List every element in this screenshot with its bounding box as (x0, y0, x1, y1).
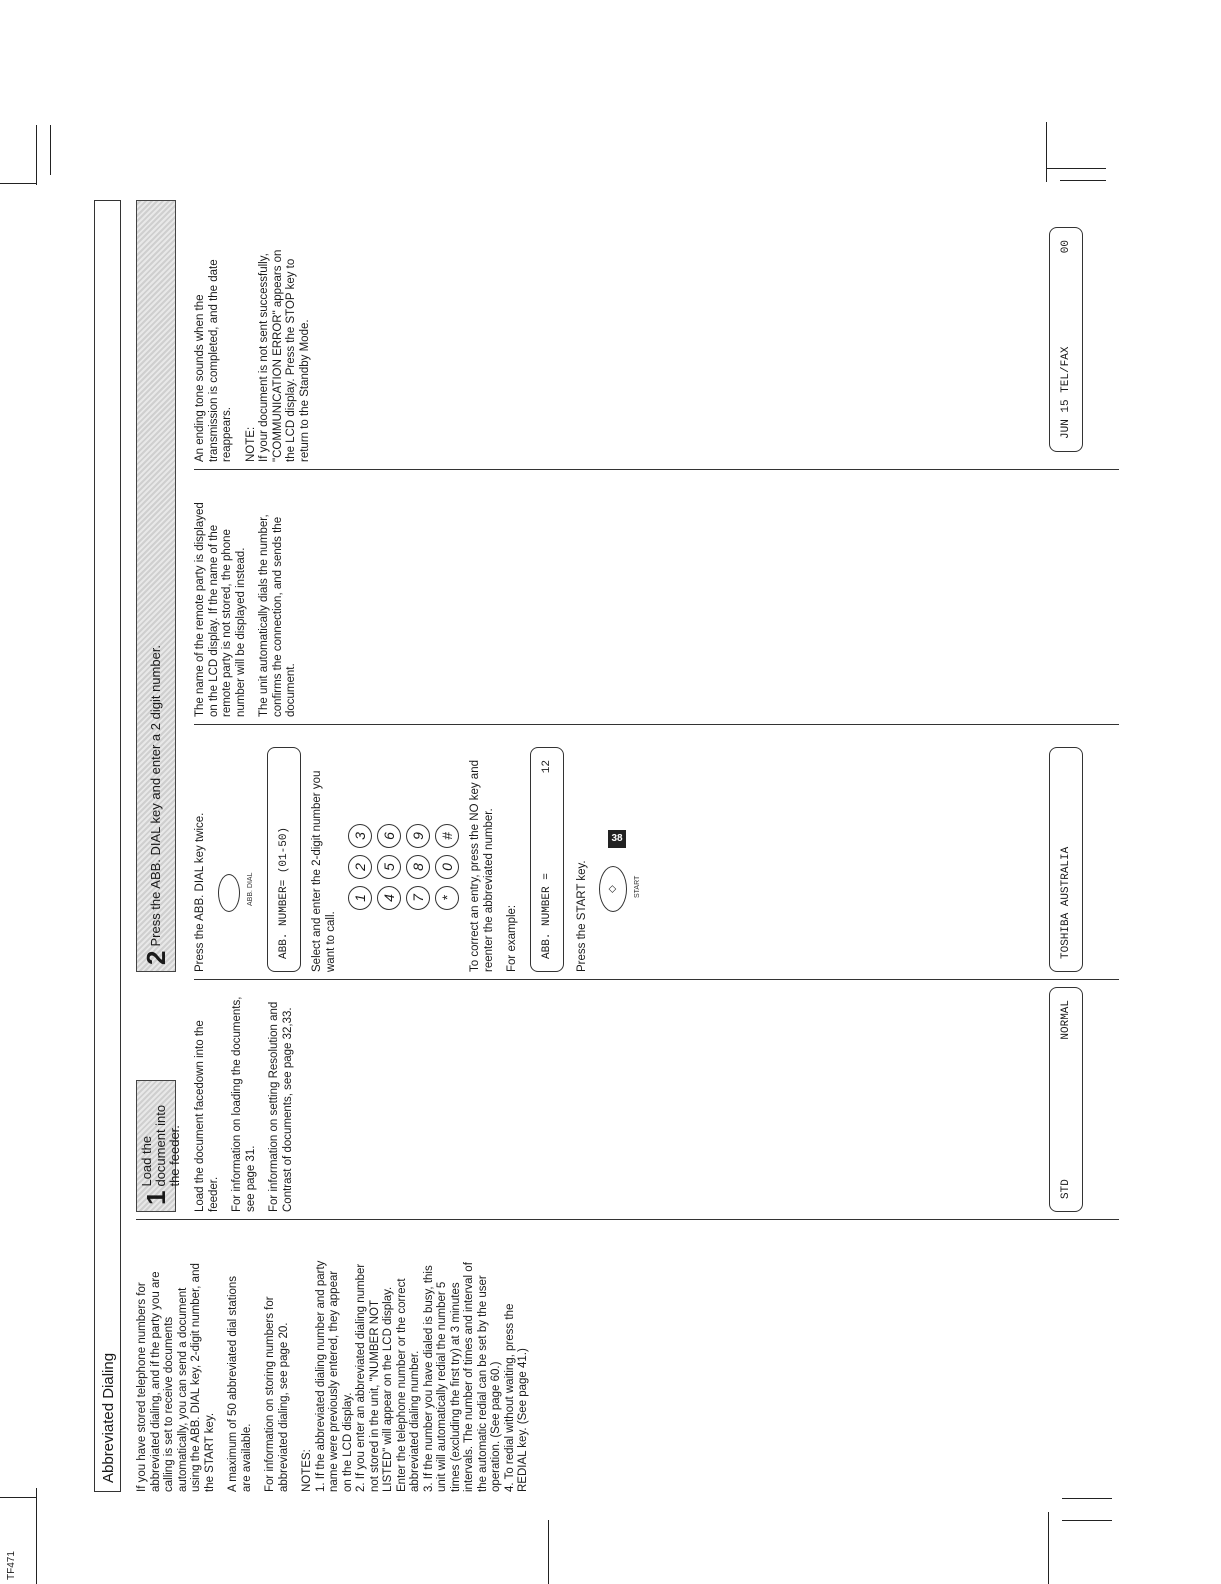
step-2-text: For example: (506, 904, 518, 972)
key-4: 4 (377, 886, 401, 910)
lcd-left: ABB. NUMBER= (01-50) (278, 826, 290, 959)
lcd-display (267, 747, 301, 972)
column-divider (194, 724, 1119, 725)
step-1-text: Load the document facedown into the feeder. (194, 1020, 220, 1212)
note-item: 1. If the abbreviated dialing number and party name were previously entered, they appear on the LCD display. (314, 1260, 354, 1492)
key-9: 9 (406, 824, 430, 848)
step-title: Load the document into the feeder. (139, 1104, 182, 1187)
crop-mark (0, 1497, 36, 1498)
step-2-text: To correct an entry, press the NO key and reenter the abbreviated number. (469, 760, 495, 972)
keypad (348, 747, 459, 910)
lcd-right: NORMAL (1060, 1000, 1072, 1040)
key-8: 8 (406, 855, 430, 879)
step-1-text: For information on loading the documents, see page 31. (231, 996, 257, 1212)
step-3-column (194, 237, 322, 462)
lcd-display (530, 747, 564, 972)
note-item: 2. If you enter an abbreviated dialing number not stored in the unit, "NUMBER NOT LISTED" will appear on the LCD display. Enter the telephone number or the correct abbreviated dialing number. (355, 1263, 421, 1492)
crop-mark (1048, 1512, 1049, 1584)
key-2: 2 (348, 855, 372, 879)
lcd-left: TOSHIBA AUSTRALIA (1060, 846, 1072, 959)
intro-paragraph: A maximum of 50 abbreviated dial stations are available. (227, 1275, 253, 1492)
step-3-note-title: NOTE: (244, 426, 257, 462)
step-3-note: If your document is not sent successfully, "COMMUNICATION ERROR" appears on the LCD display. Press the STOP key to return to the Standby Mode. (258, 249, 311, 462)
abb-dial-key (218, 874, 240, 912)
step-number: 2 (141, 950, 171, 965)
intro-paragraph: For information on storing numbers for abbreviated dialing, see page 20. (264, 1296, 290, 1492)
lcd-display (1049, 747, 1083, 972)
crop-mark (0, 183, 37, 184)
column-divider (194, 979, 1119, 980)
key-6: 6 (377, 824, 401, 848)
lcd-left: STD (1060, 1179, 1072, 1199)
crop-mark (1060, 180, 1106, 181)
step-2-text: Select and enter the 2-digit number you want to call. (311, 770, 337, 972)
step-2b-text: The name of the remote party is displayed on the LCD display. If the name of the remote party is not stored, the phone number will be displayed instead. (194, 502, 247, 717)
section-title: Abbreviated Dialing (100, 1352, 117, 1483)
key-3: 3 (348, 824, 372, 848)
crop-mark (1046, 122, 1047, 182)
lcd-right: 00 (1060, 240, 1072, 254)
key-hash: # (435, 824, 459, 848)
key-star: * (435, 886, 459, 910)
note-item: 4. To redial without waiting, press the REDIAL key. (See page 41.) (503, 1303, 529, 1492)
crop-mark (1062, 1520, 1112, 1521)
step-1-heading (136, 1080, 182, 1212)
lcd-display (1049, 987, 1083, 1212)
crop-mark (1046, 168, 1106, 169)
abb-dial-caption: ABB. DIAL (246, 872, 254, 906)
step-2b-text: The unit automatically dials the number, confirms the connection, and sends the document. (258, 514, 297, 717)
step-number: 1 (141, 1190, 171, 1205)
step-title: Press the ABB. DIAL key and enter a 2 digit number. (148, 644, 163, 947)
lcd-display (1049, 227, 1083, 452)
key-5: 5 (377, 855, 401, 879)
start-key: ◇ (599, 866, 627, 912)
notes-title: NOTES: (301, 1449, 313, 1492)
crop-mark (548, 1520, 549, 1584)
section-title-box (94, 200, 121, 1492)
step-2-text: Press the START key. (575, 860, 588, 972)
edge-code: TF471 (6, 1551, 17, 1580)
key-7: 7 (406, 886, 430, 910)
lcd-left: JUN 15 TEL/FAX (1060, 346, 1072, 439)
key-1: 1 (348, 886, 372, 910)
lcd-right: 12 (540, 760, 553, 774)
step-2-text: Press the ABB. DIAL key twice. (194, 812, 206, 972)
note-item: 3. If the number you have dialed is busy, this unit will automatically redial the number 5 times (excluding the first try) at 3 minutes intervals. The number of times and interval of the automatic redial can be set by the user operation. (See page 60.) (422, 1262, 502, 1492)
intro-paragraph: If you have stored telephone numbers for abbreviated dialing, and if the party you are calling is set to receive documents automatically, you can send a document using the ABB. DIAL key, 2-digit number, and the START key. (136, 1263, 216, 1492)
column-divider (194, 469, 1119, 470)
crop-mark (1062, 1498, 1112, 1499)
lcd-left: ABB. NUMBER = (540, 873, 553, 959)
step-1-text: For information on setting Resolution and Contrast of documents, see page 32,33. (268, 1001, 294, 1212)
intro-column (136, 1260, 531, 1492)
step-1-column (194, 987, 305, 1212)
crop-mark (36, 125, 37, 185)
step-3-text: An ending tone sounds when the transmission is completed, and the date reappears. (194, 259, 233, 462)
crop-mark (36, 1488, 37, 1584)
step-2-heading (136, 200, 176, 972)
crop-mark (50, 125, 51, 175)
start-caption: START (634, 875, 641, 898)
step-2b-column (194, 492, 309, 717)
page-content (94, 200, 1119, 1492)
step-2-column (194, 747, 645, 972)
key-0: 0 (435, 855, 459, 879)
page-number: 38 (608, 830, 626, 848)
column-divider (136, 1219, 1119, 1220)
